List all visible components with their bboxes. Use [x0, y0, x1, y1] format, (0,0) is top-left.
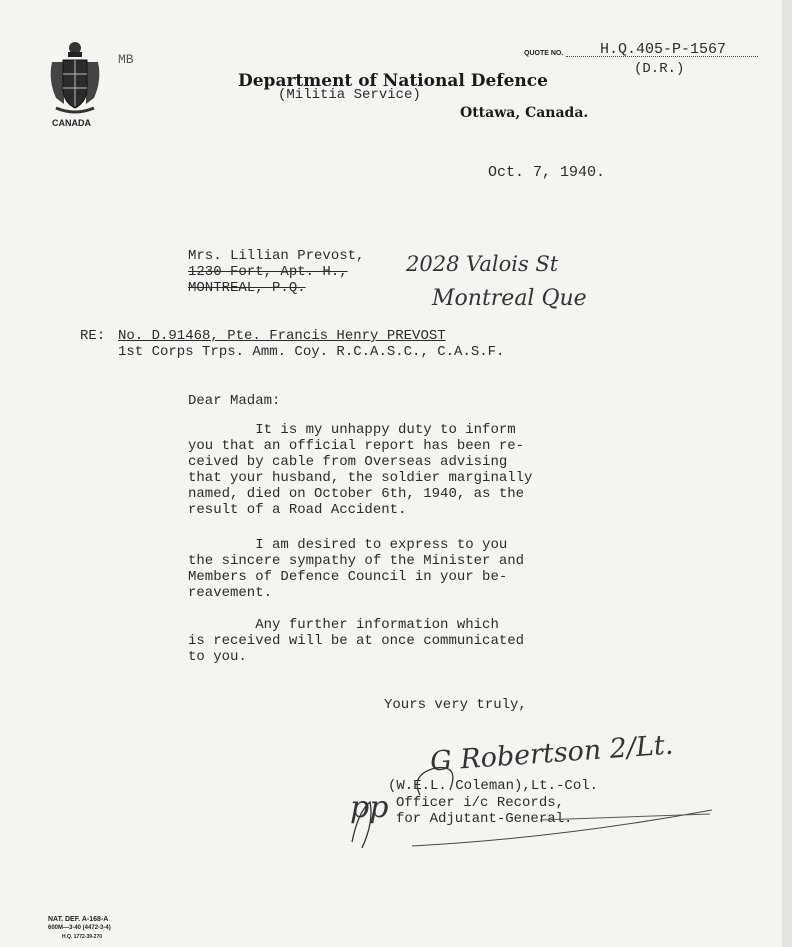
canadian-coat-of-arms-icon [46, 40, 104, 116]
paragraph-line: that your husband, the soldier marginally [188, 470, 533, 486]
signatory-title: Officer i/c Records, [396, 795, 565, 811]
recipient-old-city: MONTREAL, P.Q. [188, 280, 306, 296]
recipient-new-city: Montreal Que [432, 286, 587, 311]
signature-flourish [340, 760, 720, 855]
paragraph-line: the sincere sympathy of the Minister and [188, 553, 525, 569]
pp-mark: pp [350, 790, 389, 825]
quote-suffix: (D.R.) [634, 61, 685, 77]
paragraph-line: Any further information which [188, 617, 499, 633]
paragraph-line: ceived by cable from Overseas advising [188, 454, 508, 470]
service-name: (Militia Service) [278, 87, 421, 103]
city-name: Ottawa, Canada. [460, 105, 589, 121]
recipient-new-street: 2028 Valois St [406, 252, 559, 276]
paragraph-line: Members of Defence Council in your be- [188, 569, 508, 585]
quote-number: H.Q.405-P-1567 [600, 41, 727, 58]
recipient-name: Mrs. Lillian Prevost, [188, 248, 365, 264]
letter-date: Oct. 7, 1940. [488, 164, 606, 181]
form-number: NAT. DEF. A-168-A [48, 916, 109, 923]
paragraph-3 [188, 617, 608, 665]
salutation: Dear Madam: [188, 393, 281, 409]
form-print-run: 600M—3-40 (4472-3-4) [48, 925, 111, 931]
initials: MB [118, 52, 134, 67]
recipient-old-street: 1230 Fort, Apt. H., [188, 264, 348, 280]
quote-label: QUOTE NO. [524, 50, 564, 57]
department-name: Department of National Defence [238, 71, 548, 91]
crest-label: CANADA [52, 118, 91, 128]
form-hq-ref: H.Q. 1772-39-270 [62, 934, 103, 940]
paragraph-line: It is my unhappy duty to inform [188, 422, 516, 438]
paragraph-line: reavement. [188, 585, 273, 601]
paragraph-line: I am desired to express to you [188, 537, 508, 553]
re-label: RE: [80, 328, 106, 344]
paragraph-2 [188, 537, 608, 601]
paragraph-line: result of a Road Accident. [188, 502, 407, 518]
re-unit: 1st Corps Trps. Amm. Coy. R.C.A.S.C., C.A.S.F. [118, 344, 505, 360]
paragraph-1 [188, 422, 608, 518]
page-edge [782, 0, 792, 947]
signatory-authority: for Adjutant-General. [396, 811, 573, 827]
signatory-name: (W.E.L. Coleman),Lt.-Col. [388, 778, 599, 794]
paragraph-line: you that an official report has been re- [188, 438, 525, 454]
handwritten-signature: G Robertson 2/Lt. [429, 729, 675, 778]
re-soldier: No. D.91468, Pte. Francis Henry PREVOST [118, 328, 446, 344]
closing: Yours very truly, [384, 697, 527, 713]
paragraph-line: named, died on October 6th, 1940, as the [188, 486, 525, 502]
paragraph-line: to you. [188, 649, 247, 665]
paragraph-line: is received will be at once communicated [188, 633, 525, 649]
